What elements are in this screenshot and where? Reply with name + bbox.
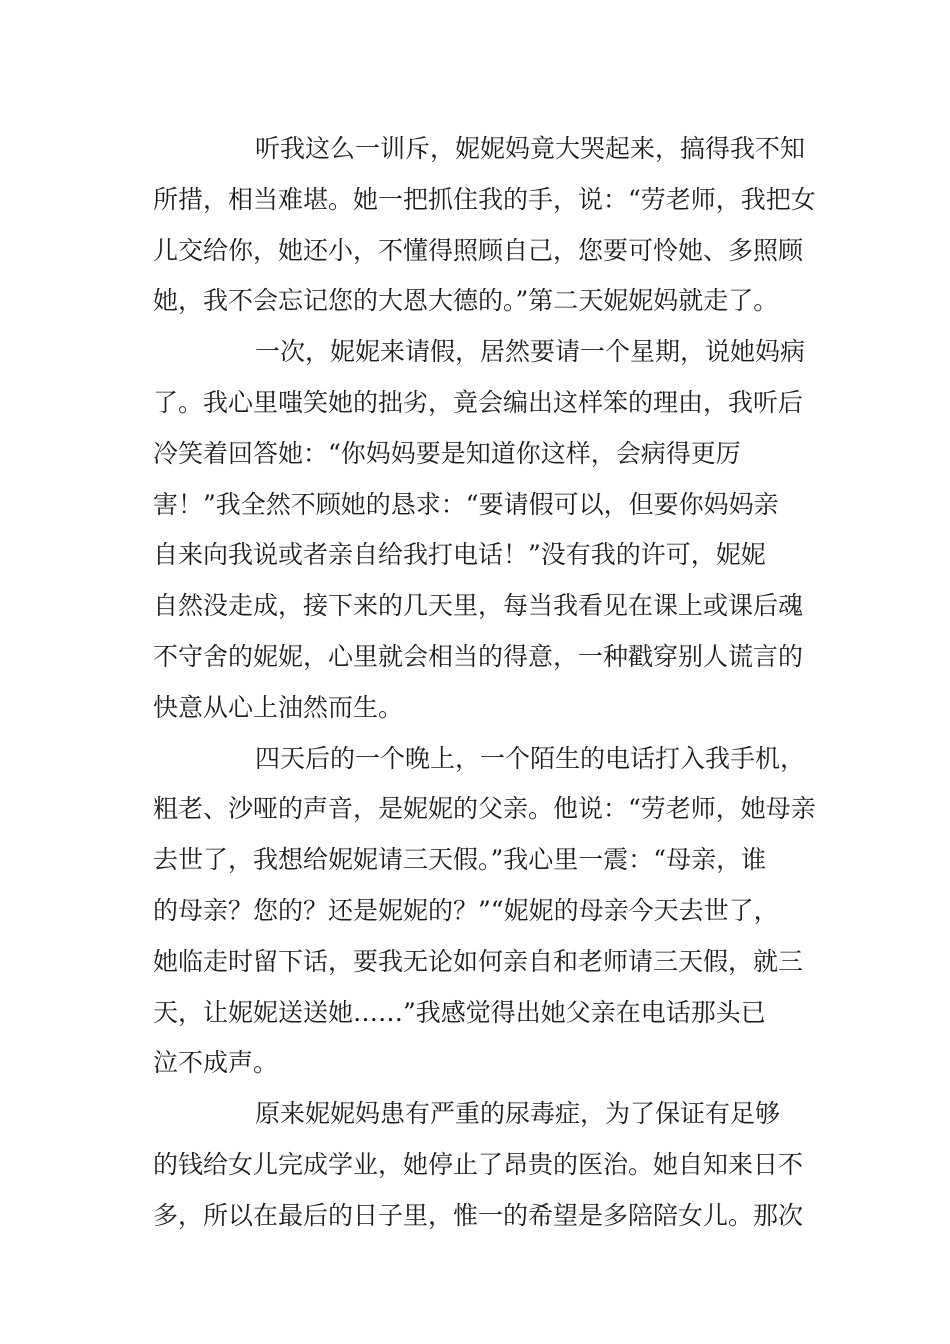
text-line: 害！”我全然不顾她的恳求：“要请假可以，但要你妈妈亲 — [153, 489, 779, 519]
text-line: 多，所以在最后的日子里，惟一的希望是多陪陪女儿。那次 — [153, 1200, 804, 1230]
text-line: 所措，相当难堪。她一把抓住我的手，说：“劳老师，我把女 — [153, 184, 816, 214]
text-line: 原来妮妮妈患有严重的尿毒症，为了保证有足够 — [255, 1099, 781, 1129]
text-line: 一次，妮妮来请假，居然要请一个星期，说她妈病 — [255, 337, 806, 367]
text-line: 快意从心上油然而生。 — [153, 692, 404, 722]
paragraph-2 — [153, 327, 806, 733]
text-line: 冷笑着回答她：“你妈妈要是知道你这样，会病得更厉 — [153, 438, 741, 468]
paragraph-4 — [153, 1089, 803, 1241]
text-line: 四天后的一个晚上，一个陌生的电话打入我手机， — [255, 743, 806, 773]
paragraph-3 — [153, 734, 816, 1090]
text-line: 的母亲？您的？还是妮妮的？”“妮妮的母亲今天去世了， — [153, 895, 779, 925]
paragraph-1 — [153, 124, 816, 327]
text-line: 泣不成声。 — [153, 1048, 279, 1078]
text-line: 不守舍的妮妮，心里就会相当的得意，一种戳穿别人谎言的 — [153, 641, 804, 671]
text-line: 儿交给你，她还小，不懂得照顾自己，您要可怜她、多照顾 — [153, 235, 804, 265]
text-line: 粗老、沙哑的声音，是妮妮的父亲。他说：“劳老师，她母亲 — [153, 794, 816, 824]
text-line: 的钱给女儿完成学业，她停止了昂贵的医治。她自知来日不 — [153, 1149, 804, 1179]
text-line: 去世了，我想给妮妮请三天假。”我心里一震：“母亲，谁 — [153, 845, 767, 875]
text-line: 她，我不会忘记您的大恩大德的。”第二天妮妮妈就走了。 — [153, 286, 779, 316]
text-line: 听我这么一训斥，妮妮妈竟大哭起来，搞得我不知 — [255, 134, 806, 163]
body-text — [153, 124, 816, 1242]
text-line: 了。我心里嗤笑她的拙劣，竟会编出这样笨的理由，我听后 — [153, 387, 804, 417]
text-line: 自来向我说或者亲自给我打电话！”没有我的许可，妮妮 — [153, 540, 766, 570]
text-line: 天，让妮妮送送她……”我感觉得出她父亲在电话那头已 — [153, 997, 766, 1027]
text-line: 自然没走成，接下来的几天里，每当我看见在课上或课后魂 — [153, 591, 804, 621]
text-line: 她临走时留下话，要我无论如何亲自和老师请三天假，就三 — [153, 946, 804, 976]
